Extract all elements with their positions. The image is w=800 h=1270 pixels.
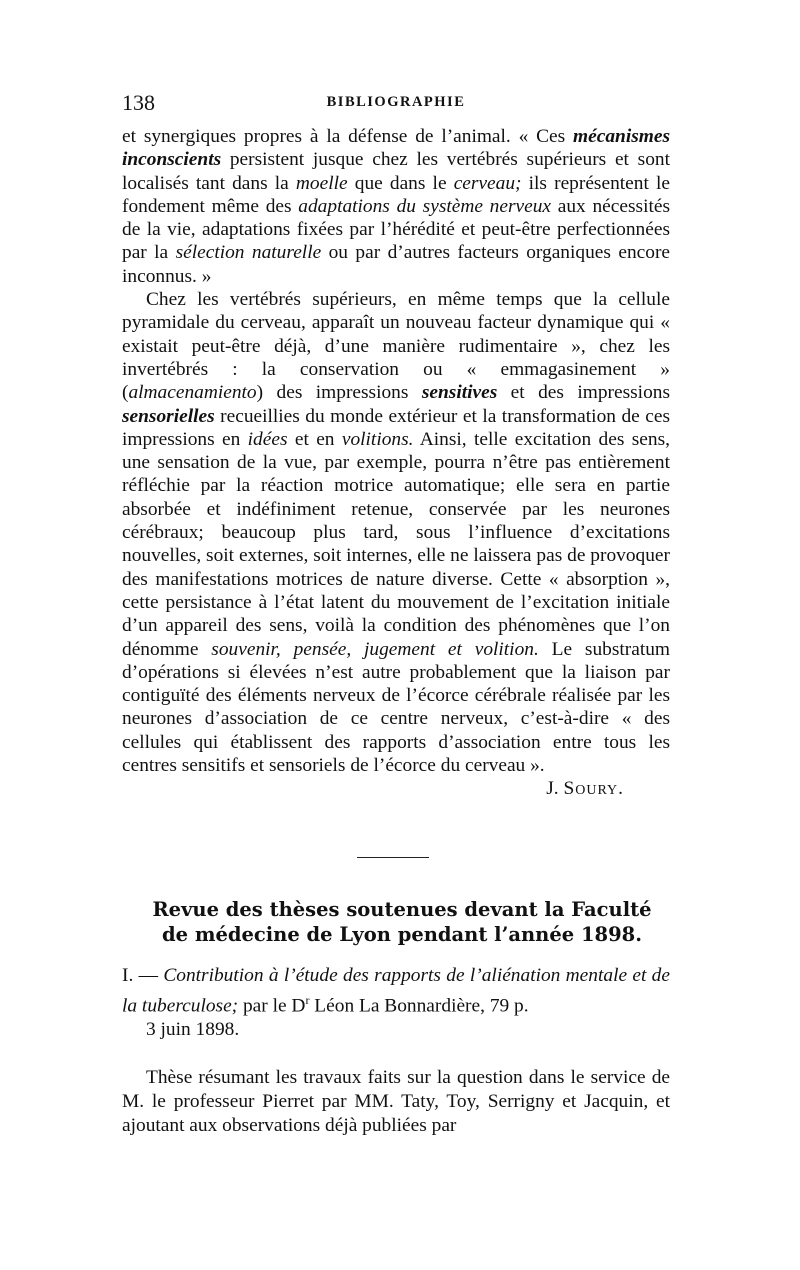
italic-term: cerveau; bbox=[453, 172, 522, 194]
signature-initial: J. bbox=[546, 778, 559, 800]
text-run: aux nécessités de la vie, adaptations fixées par l’hérédité et peut-être perfectionnées par la bbox=[122, 195, 670, 264]
italic-term: almacenamiento bbox=[128, 382, 257, 404]
italic-term: idées bbox=[247, 428, 288, 450]
text-run: et synergiques propres à la défense de l’animal. « Ces bbox=[122, 126, 574, 147]
italic-term: adaptations du système nerveux bbox=[298, 195, 552, 217]
text-run: et des impressions bbox=[497, 382, 671, 404]
entry-number: I. — bbox=[122, 965, 164, 986]
section-heading-line-2: de médecine de Lyon pendant l’année 1898. bbox=[161, 923, 643, 946]
section-divider bbox=[357, 857, 429, 858]
entry-author: Léon La Bonnardière, 79 p. bbox=[309, 995, 529, 1017]
page-header bbox=[122, 90, 670, 120]
author-signature bbox=[122, 777, 670, 800]
paragraph-1 bbox=[122, 125, 670, 288]
entry-date: 3 juin 1898. bbox=[146, 1019, 240, 1041]
entry-title: Contribution à l’étude des rapports de l’aliénation mentale et de la tuberculose; bbox=[122, 965, 670, 1017]
italic-term: moelle bbox=[295, 172, 348, 194]
italic-term: mécanismes inconscients bbox=[122, 126, 670, 171]
text-run: recueillies du monde extérieur et la transformation de ces impressions en bbox=[122, 405, 670, 450]
main-text bbox=[122, 125, 670, 801]
italic-term: volitions. bbox=[341, 428, 414, 450]
text-run: ou par d’autres facteurs organiques encore inconnus. » bbox=[122, 242, 671, 287]
italic-term: sélection naturelle bbox=[175, 242, 322, 264]
page-number: 138 bbox=[122, 90, 155, 115]
text-run: ils représentent le fondement même des bbox=[122, 172, 670, 217]
italic-term: sensitives bbox=[421, 382, 498, 404]
entry-sup: r bbox=[305, 993, 310, 1007]
text-run: et en bbox=[287, 428, 342, 450]
text-run: ) des impressions bbox=[256, 382, 422, 404]
signature-name: Soury. bbox=[563, 778, 624, 800]
text-run: Chez les vertébrés supérieurs, en même temps que la cellule pyramidale du cerveau, apparaît un nouveau facteur dynamique qui « existait peut-être déjà, d’une manière rudimentaire », chez les invertébrés : la conservation ou « emmagasinement » ( bbox=[122, 289, 670, 404]
text-run: persistent jusque chez les vertébrés supérieurs et sont localisés tant dans la bbox=[122, 149, 670, 194]
paragraph-3 bbox=[122, 1066, 670, 1138]
running-title: BIBLIOGRAPHIE bbox=[326, 94, 466, 110]
thesis-entry-1 bbox=[122, 964, 670, 1042]
text-run: Le substratum d’opérations si élevées n’est autre probablement que la liaison par contiguïté des éléments nerveux de l’écorce cérébrale réalisée par les neurones d’association de ce centre nerveux, c’est-à-dire « des cellules qui établissent des rapports d’association entre tous les centres sensitifs et sensoriels de l’écorce du cerveau ». bbox=[122, 638, 670, 777]
text-run: que dans le bbox=[347, 172, 454, 194]
paragraph-2 bbox=[122, 288, 670, 777]
text-run: Ainsi, telle excitation des sens, une sensation de la vue, par exemple, pourra n’être pas entièrement réfléchie par la réaction motrice automatique; elle sera en partie absorbée et indéfiniment retenue, conservée par les neurones cérébraux; beaucoup plus tard, sous l’influence d’excitations nouvelles, soit externes, soit internes, elle ne laissera pas de provoquer des manifestations motrices de nature diverse. Cette « absorption », cette persistance à l’état latent du mouvement de l’excitation initiale d’un appareil des sens, voilà la condition des phénomènes que l’on dénomme bbox=[122, 428, 670, 660]
italic-term: sensorielles bbox=[122, 405, 215, 427]
italic-term: souvenir, pensée, jugement et volition. bbox=[211, 638, 539, 660]
text-run: Thèse résumant les travaux faits sur la question dans le service de M. le professeur Pierret par MM. Taty, Toy, Serrigny et Jacquin, et ajoutant aux observations déjà publiées par bbox=[122, 1067, 670, 1136]
entry-by: par le D bbox=[238, 995, 306, 1017]
section-heading-line-1: Revue des thèses soutenues devant la Faculté bbox=[152, 898, 652, 921]
section-heading bbox=[122, 897, 682, 947]
